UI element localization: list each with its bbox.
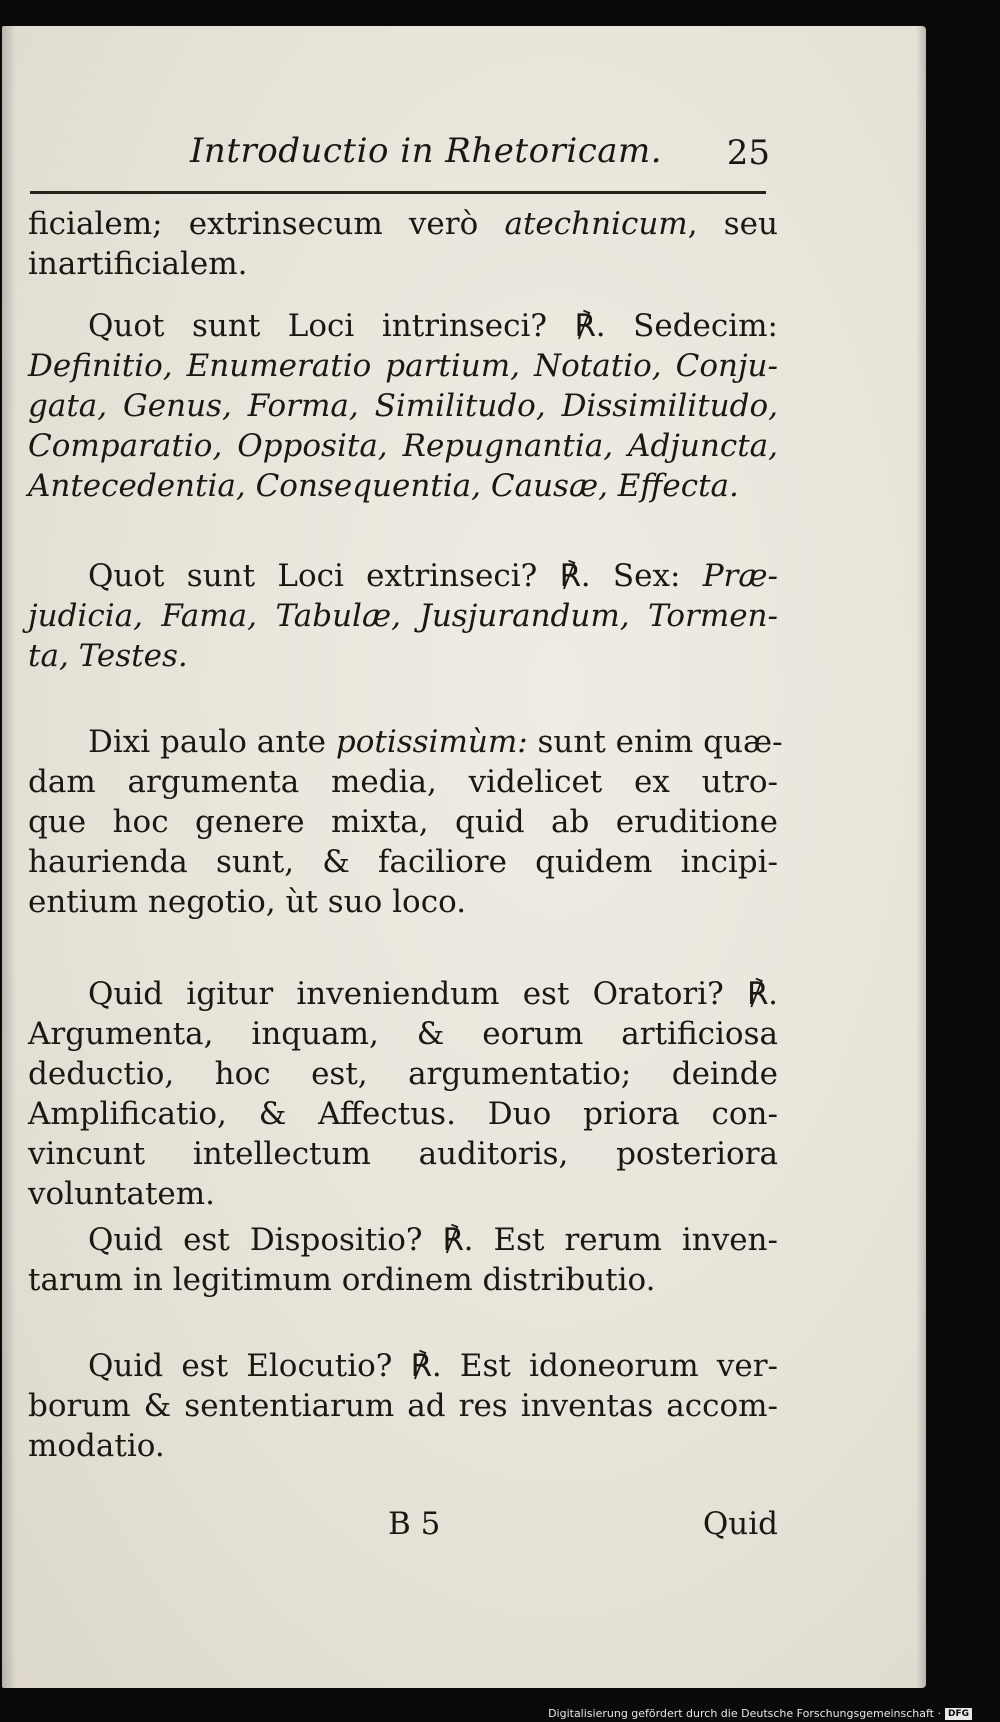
dfg-logo: DFG <box>945 1708 972 1720</box>
text-line: borum & sententiarum ad res inventas accom- <box>28 1388 778 1424</box>
page-number: 25 <box>726 133 770 173</box>
text-line: modatio. <box>28 1428 165 1464</box>
text-line: haurienda sunt, & faciliore quidem incipi- <box>28 844 778 880</box>
page-header <box>190 111 770 171</box>
text-line: Quid igitur inveniendum est Oratori? ℟. <box>88 976 778 1012</box>
text-line: Amplificatio, & Affectus. Duo priora con- <box>28 1096 778 1132</box>
paragraph-1 <box>28 306 778 506</box>
credit-text: Digitalisierung gefördert durch die Deutsche Forschungsgemeinschaft · <box>548 1707 941 1720</box>
catchword: Quid <box>702 1506 778 1542</box>
page-gutter <box>2 26 16 1688</box>
text-line: voluntatem. <box>28 1176 216 1212</box>
page-footer <box>28 1506 778 1548</box>
paragraph-5 <box>28 1220 778 1300</box>
text-line: Quot sunt Loci extrinseci? ℟. Sex: Præ- <box>88 558 778 594</box>
paragraph-0 <box>28 204 778 284</box>
text-line: Argumenta, inquam, & eorum artificiosa <box>28 1016 778 1052</box>
text-line: deductio, hoc est, argumentatio; deinde <box>28 1056 778 1092</box>
text-line: dam argumenta media, videlicet ex utro- <box>28 764 778 800</box>
text-line: entium negotio, ùt suo loco. <box>28 884 467 920</box>
book-page <box>2 26 926 1688</box>
paragraph-6 <box>28 1346 778 1466</box>
text-line: Dixi paulo ante potissimùm: sunt enim quæ- <box>88 724 783 760</box>
text-line: Definitio, Enumeratio partium, Notatio, Conju- <box>28 348 778 384</box>
text-line: judicia, Fama, Tabulæ, Jusjurandum, Tormen- <box>28 598 778 634</box>
text-line: Quot sunt Loci intrinseci? ℟. Sedecim: <box>88 308 778 344</box>
paragraph-4 <box>28 974 778 1214</box>
header-rule <box>30 191 766 194</box>
text-line: que hoc genere mixta, quid ab eruditione <box>28 804 778 840</box>
text-line: gata, Genus, Forma, Similitudo, Dissimilitudo, <box>28 388 778 424</box>
text-line: tarum in legitimum ordinem distributio. <box>28 1262 656 1298</box>
paragraph-2 <box>28 556 778 676</box>
text-line: ficialem; extrinsecum verò atechnicum, seu <box>28 206 778 242</box>
text-line: Quid est Dispositio? ℟. Est rerum inven- <box>88 1222 778 1258</box>
text-line: ta, Testes. <box>28 638 188 674</box>
text-line: Comparatio, Opposita, Repugnantia, Adjuncta, <box>28 428 778 464</box>
paragraph-3 <box>28 722 783 922</box>
running-title: Introductio in Rhetoricam. <box>190 131 663 171</box>
page-edge-shadow <box>916 26 926 1688</box>
text-line: Quid est Elocutio? ℟. Est idoneorum ver- <box>88 1348 778 1384</box>
signature-mark: B 5 <box>388 1506 441 1542</box>
text-line: vincunt intellectum auditoris, posteriora <box>28 1136 778 1172</box>
digitization-credit <box>548 1707 972 1720</box>
text-line: Antecedentia, Consequentia, Causæ, Effecta. <box>28 468 739 504</box>
text-line: inartificialem. <box>28 246 248 282</box>
